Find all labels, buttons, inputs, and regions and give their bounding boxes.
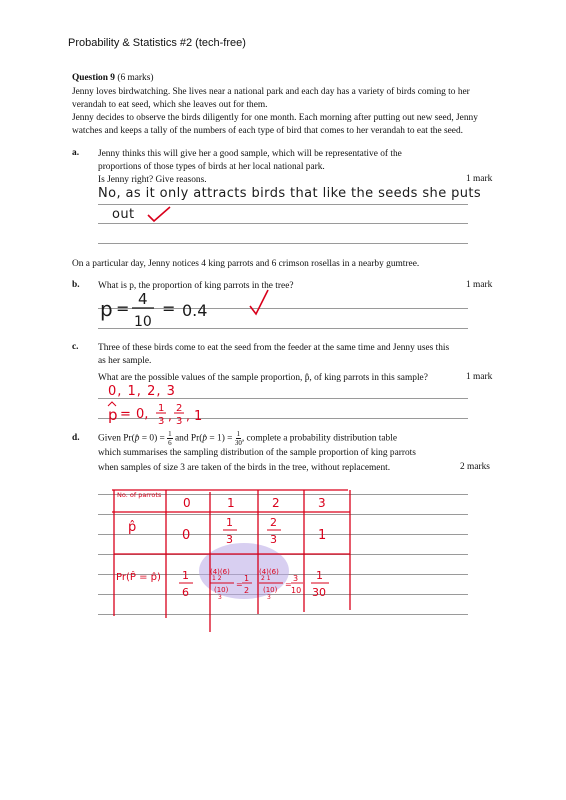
svg-text:1: 1: [194, 409, 203, 424]
fraction-one-sixth-hand: [176, 566, 196, 600]
svg-text:3: 3: [293, 574, 299, 583]
svg-text:,: ,: [186, 409, 190, 423]
svg-text:=: =: [285, 580, 292, 589]
part-d-given-prefix: Given Pr(: [98, 433, 135, 444]
part-c-handwritten-answer-1: 0, 1, 2, 3: [108, 384, 176, 399]
check-mark-icon: [146, 205, 172, 223]
svg-text:3: 3: [218, 594, 222, 601]
svg-text:30: 30: [312, 586, 326, 599]
svg-text:2 1: 2 1: [261, 575, 271, 582]
table-cell-parrots: 0: [183, 496, 191, 510]
svg-text:1: 1: [182, 569, 189, 582]
svg-text:=: =: [116, 299, 130, 318]
part-b-text: What is p, the proportion of king parrots in the tree?: [98, 281, 294, 291]
svg-text:(10): (10): [263, 586, 278, 594]
part-d-label: d.: [72, 433, 80, 443]
question-number: Question 9: [72, 73, 115, 83]
answer-line: [98, 223, 468, 224]
fraction-one-third: [220, 514, 240, 546]
part-b-label: b.: [72, 280, 80, 290]
table-cell-parrots: 1: [227, 496, 235, 510]
table-cell-phat: 0: [182, 528, 191, 543]
part-a-handwritten-answer-2: out: [112, 207, 135, 222]
svg-text:1: 1: [244, 574, 250, 583]
svg-text:=: =: [236, 580, 243, 589]
table-header-parrots: No. of parrots: [117, 491, 162, 499]
page-header: Probability & Statistics #2 (tech-free): [68, 37, 246, 49]
table-header-phat: p̂: [128, 520, 137, 535]
part-c-label: c.: [72, 342, 79, 352]
question-heading: [72, 72, 492, 85]
fraction-one-sixth: $\frac{1}{6}$: [168, 430, 172, 447]
table-header-prob: Pr(P̂ = p̂): [116, 572, 161, 583]
svg-text:1: 1: [158, 403, 165, 414]
svg-text:,: ,: [168, 409, 172, 423]
part-d-given-text: complete a probability distribution table: [246, 433, 397, 444]
part-c-text-1: Three of these birds come to eat the seed from the feeder at the same time and Jenny uses this as her sample.: [98, 343, 450, 366]
part-c-marks: 1 mark: [466, 372, 493, 382]
svg-text:(4)(6): (4)(6): [210, 568, 230, 576]
part-c-handwritten-answer-2: [106, 400, 246, 428]
part-a-text: Jenny thinks this will give her a good sample, which will be representative of the proportions of those types of birds at her local national park.: [98, 149, 402, 172]
fraction-two-thirds: [264, 514, 284, 546]
svg-text:3: 3: [158, 416, 165, 427]
svg-text:2: 2: [244, 586, 250, 595]
svg-text:0,: 0,: [136, 407, 149, 422]
svg-text:(10): (10): [214, 586, 229, 594]
part-d-line-2: which summarises the sampling distribution of the sample proportion of king parrots: [98, 448, 416, 458]
part-a-marks: 1 mark: [466, 174, 493, 184]
part-d-marks: 2 marks: [460, 462, 490, 472]
table-cell-phat: 1: [318, 528, 327, 543]
svg-text:1 2: 1 2: [212, 575, 222, 582]
svg-text:3: 3: [226, 533, 233, 546]
part-d-given: Given Pr(p̂ = 0) = $\frac{1}{6}$ and Pr(p̂ = 1) = $\frac{1}{30}$ , complete a probability distribution table: [98, 430, 397, 447]
svg-text:0.4: 0.4: [182, 301, 208, 320]
svg-text:2: 2: [270, 516, 277, 529]
svg-text:p: p: [100, 297, 113, 321]
part-a-prompt: Is Jenny right? Give reasons.: [98, 175, 207, 185]
svg-text:3: 3: [267, 594, 271, 601]
svg-text:3: 3: [270, 533, 277, 546]
combination-working-two: [258, 562, 306, 602]
svg-text:=: =: [120, 407, 131, 422]
svg-text:4: 4: [138, 290, 148, 308]
table-cell-parrots: 3: [318, 496, 326, 510]
svg-text:10: 10: [291, 586, 302, 595]
part-b-marks: 1 mark: [466, 280, 493, 290]
part-d-line-3: when samples of size 3 are taken of the birds in the tree, without replacement.: [98, 463, 391, 473]
intro-paragraph-1: Jenny loves birdwatching. She lives near a national park and each day has a variety of birds coming to her verandah to eat seed, which she leaves out for them.: [72, 87, 470, 110]
svg-text:=: =: [162, 299, 176, 318]
fraction-one-thirtieth: $\frac{1}{30}$: [234, 430, 242, 447]
table-cell-parrots: 2: [272, 496, 280, 510]
part-a-handwritten-answer-1: No, as it only attracts birds that like the seeds she puts: [98, 186, 482, 201]
part-b-handwritten-answer: [98, 286, 298, 330]
interlude-text: On a particular day, Jenny notices 4 king parrots and 6 crimson rosellas in a nearby gumtree.: [72, 259, 420, 269]
svg-text:1: 1: [316, 569, 323, 582]
combination-working-one: [209, 562, 257, 602]
svg-text:1: 1: [226, 516, 233, 529]
part-a-label: a.: [72, 148, 80, 158]
svg-text:(4)(6): (4)(6): [259, 568, 279, 576]
svg-text:2: 2: [176, 403, 183, 414]
part-c-text-2: What are the possible values of the sample proportion, p̂, of king parrots in this sample?: [98, 373, 428, 383]
svg-text:3: 3: [176, 416, 183, 427]
question-marks: (6 marks): [117, 73, 154, 83]
svg-text:6: 6: [182, 586, 189, 599]
fraction-one-thirtieth-hand: [308, 566, 332, 600]
svg-text:10: 10: [134, 314, 152, 330]
answer-line: [98, 243, 468, 244]
svg-text:p: p: [108, 406, 118, 424]
intro-paragraph-2: Jenny decides to observe the birds diligently for one month. Each morning after putting out new seed, Jenny watches and keeps a tally of the numbers of each type of bird that comes to her verandah to eat the seed.: [72, 113, 478, 136]
